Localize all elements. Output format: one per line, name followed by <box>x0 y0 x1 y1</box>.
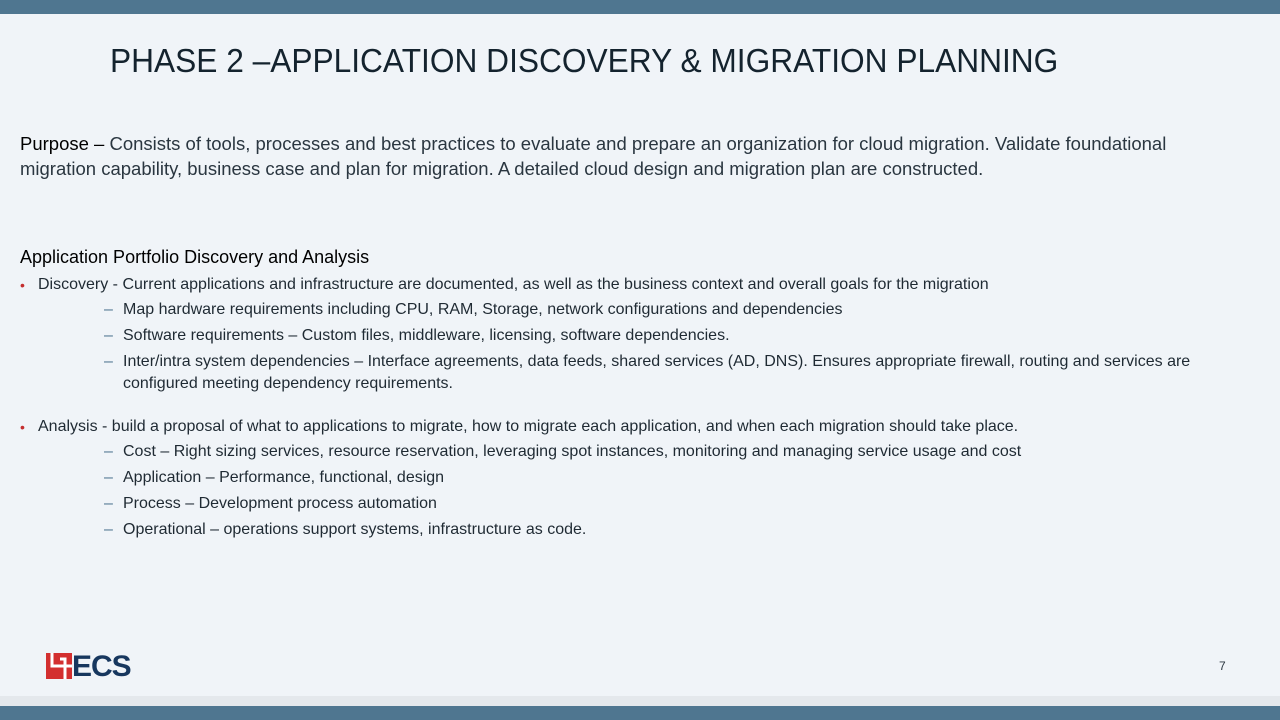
slide-title: PHASE 2 –APPLICATION DISCOVERY & MIGRATION PLANNING <box>110 42 1059 79</box>
sub-item <box>38 519 1220 541</box>
bullet-item <box>20 415 1220 541</box>
dash-marker: – <box>104 495 113 512</box>
sub-list <box>38 299 1220 395</box>
purpose-paragraph <box>20 131 1240 181</box>
sub-item <box>38 441 1220 463</box>
sub-item <box>38 351 1220 395</box>
sub-item-text: Operational – operations support systems, infrastructure as code. <box>123 521 587 538</box>
sub-item <box>38 493 1220 515</box>
dash-marker: – <box>104 521 113 538</box>
dash-marker: – <box>104 469 113 486</box>
spacer <box>20 399 1220 415</box>
bullet-text: Discovery - Current applications and infrastructure are documented, as well as the business context and overall goals for the migration <box>38 276 989 293</box>
sub-item-text: Cost – Right sizing services, resource reservation, leveraging spot instances, monitoring and managing service usage and cost <box>123 443 1022 460</box>
dash-marker: – <box>104 443 113 460</box>
section-heading: Application Portfolio Discovery and Analysis <box>20 247 370 267</box>
bullet-list <box>20 273 1220 545</box>
bottom-light-strip <box>0 696 1280 706</box>
page-number: 7 <box>1219 659 1226 673</box>
sub-item-text: Software requirements – Custom files, middleware, licensing, software dependencies. <box>123 327 730 344</box>
sub-list <box>38 441 1220 541</box>
dash-marker: – <box>104 327 113 344</box>
ecs-logo-mark-icon <box>46 652 72 680</box>
logo-text: ECS <box>72 650 131 683</box>
purpose-text: Consists of tools, processes and best practices to evaluate and prepare an organization for cloud migration. Validate foundational migration capability, business case and plan for migration. A detailed cloud design and migration plan are constructed. <box>20 133 1167 179</box>
bullet-marker: • <box>20 277 25 293</box>
dash-marker: – <box>104 301 113 318</box>
purpose-label: Purpose – <box>20 133 105 154</box>
sub-item <box>38 299 1220 321</box>
top-accent-bar <box>0 0 1280 14</box>
bullet-marker: • <box>20 419 25 435</box>
sub-item <box>38 467 1220 489</box>
sub-item-text: Inter/intra system dependencies – Interface agreements, data feeds, shared services (AD, DNS). Ensures appropriate firewall, routing and services are configured meeting dependency requirements. <box>123 353 1191 392</box>
bullet-item <box>20 273 1220 395</box>
ecs-logo <box>46 652 146 682</box>
dash-marker: – <box>104 353 113 370</box>
bullet-text: Analysis - build a proposal of what to applications to migrate, how to migrate each application, and when each migration should take place. <box>38 418 1019 435</box>
sub-item <box>38 325 1220 347</box>
sub-item-text: Map hardware requirements including CPU, RAM, Storage, network configurations and dependencies <box>123 301 843 318</box>
bottom-accent-bar <box>0 706 1280 720</box>
sub-item-text: Application – Performance, functional, design <box>123 469 445 486</box>
sub-item-text: Process – Development process automation <box>123 495 437 512</box>
